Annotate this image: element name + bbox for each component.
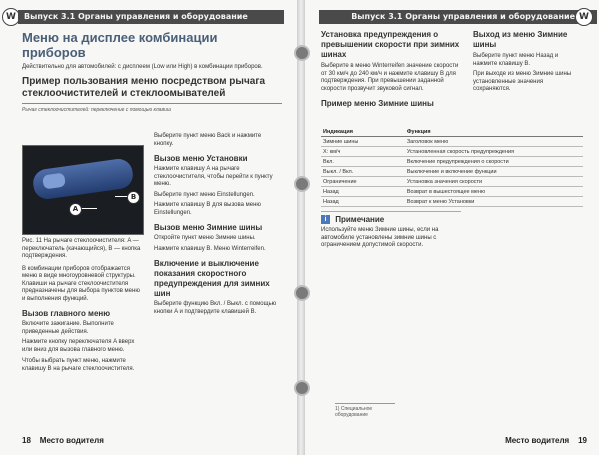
main-step-2: Нажмите кнопку переключателя A вверх или вниз для вызова главного меню.: [22, 339, 135, 353]
binder-hole: [294, 285, 310, 301]
left-footer-label: Место водителя: [39, 436, 104, 445]
figure-italic-caption: Рычаг стеклоочистителей: переключение с помощью клавиш: [22, 106, 172, 113]
main-note: Чтобы выбрать пункт меню, нажмите клавишу B на рычаге стеклоочистителя.: [22, 358, 135, 372]
table-row: Зимние шины Заголовок меню: [321, 137, 583, 147]
exit-step-2: При выходе из меню Зимние шины установленные значения сохраняются.: [473, 71, 572, 92]
table-row: Выкл. / Вкл. Выключение и включение функции: [321, 167, 583, 177]
tip-text: Используйте меню Зимние шины, если на автомобиле установлены зимние шины с ограничением допустимой скорости.: [321, 227, 439, 248]
right-column-1: [321, 30, 463, 109]
table-row: Вкл. Включение предупреждения о скорости: [321, 157, 583, 167]
table-row: Ограничение Установка значения скорости: [321, 177, 583, 187]
section-exit-menu: Выход из меню Зимние шины: [473, 30, 568, 49]
section-main-menu: Вызов главного меню: [22, 309, 111, 318]
left-column-1: [22, 238, 144, 373]
binder-hole: [294, 45, 310, 61]
table-row: Х: км/ч Установленная скорость предупреждения: [321, 147, 583, 157]
table-col-display: Индикация: [321, 128, 405, 137]
tip-box: [321, 211, 461, 250]
exit-step-1: Выберите пункт меню Назад и нажмите клавишу B.: [473, 53, 559, 67]
example-subtitle: Пример пользования меню посредством рычага стеклоочистителей и стеклоомывателей: [22, 75, 266, 99]
table-header-row: [321, 128, 583, 137]
left-footer: [22, 436, 104, 445]
function-table: [321, 128, 583, 207]
right-header: Выпуск 3.1 Органы управления и оборудование: [319, 10, 597, 24]
warning-text: Выберите в меню Winterreifen значение скорости от 30 км/ч до 240 км/ч и нажмите клавишу B для подтверждения. При превышении заданной скорости прозвучит звуковой сигнал.: [321, 63, 459, 92]
callout-b: B: [127, 191, 140, 204]
settings-step-1: Нажмите клавишу A на рычаге стеклоочистителя, чтобы перейти к пункту меню.: [154, 166, 273, 187]
right-page-number: 19: [578, 436, 587, 445]
tip-title: Примечание: [335, 215, 385, 224]
footnote: 1) Специальное оборудование: [335, 403, 395, 418]
vw-logo-icon: W: [575, 8, 593, 26]
settings-step-3: Нажмите клавишу B для вызова меню Einstellungen.: [154, 202, 261, 216]
wiper-lever-figure: [22, 145, 144, 235]
table-heading: Пример меню Зимние шины: [321, 99, 434, 108]
body-lead: В комбинации приборов отображается меню в виде многоуровневой структуры. Клавиши на рычаге стеклоочистителя предназначены для выбора пунктов меню и выполнения функций.: [22, 265, 140, 302]
page-title: Меню на дисплее комбинации приборов: [22, 30, 218, 60]
speed-text: Выберите функцию Вкл. / Выкл. с помощью кнопки A и подтвердите клавишей B.: [154, 301, 277, 315]
divider: [22, 103, 282, 104]
left-page-number: 18: [22, 436, 31, 445]
vw-logo-icon: W: [2, 8, 20, 26]
section-speed-warning: Включение и выключение показания скоростного предупреждения для зимних шин: [154, 259, 270, 298]
figure-caption: Рис. 11 На рычаге стеклоочистителя: A — переключатель (качающийся), B — кнопка подтверждения.: [22, 238, 141, 259]
right-column-2: [473, 30, 581, 94]
info-icon: i: [321, 215, 330, 224]
intro-text: Действительно для автомобилей: с дисплеем (Low или High) в комбинации приборов.: [22, 64, 263, 70]
main-step-1: Включите зажигание. Выполните приведенные действия.: [22, 321, 114, 335]
section-settings: Вызов меню Установки: [154, 154, 248, 163]
table-row: Назад Возврат в вышестоящее меню: [321, 187, 583, 197]
right-page: [301, 0, 599, 455]
left-top-block: [22, 30, 282, 113]
section-warning-setup: Установка предупреждения о превышении скорости при зимних шинах: [321, 30, 460, 59]
function-table-block: [321, 128, 583, 250]
col2-top-text: Выберите пункт меню Back и нажмите кнопку.: [154, 133, 262, 147]
table-row: Назад Возврат к меню Установки: [321, 197, 583, 207]
left-header: Выпуск 3.1 Органы управления и оборудование: [18, 10, 284, 24]
winter-step-1: Откройте пункт меню Зимние шины.: [154, 235, 256, 241]
right-footer: [505, 436, 587, 445]
left-column-2: [154, 133, 280, 316]
right-footer-label: Место водителя: [505, 436, 570, 445]
table-col-function: Функция: [405, 128, 583, 137]
settings-step-2: Выберите пункт меню Einstellungen.: [154, 191, 255, 198]
binder-hole: [294, 176, 310, 192]
binder-hole: [294, 380, 310, 396]
section-winter-tyres: Вызов меню Зимние шины: [154, 223, 263, 232]
callout-a: A: [69, 203, 82, 216]
winter-step-2: Нажмите клавишу B. Меню Winterreifen.: [154, 245, 266, 252]
